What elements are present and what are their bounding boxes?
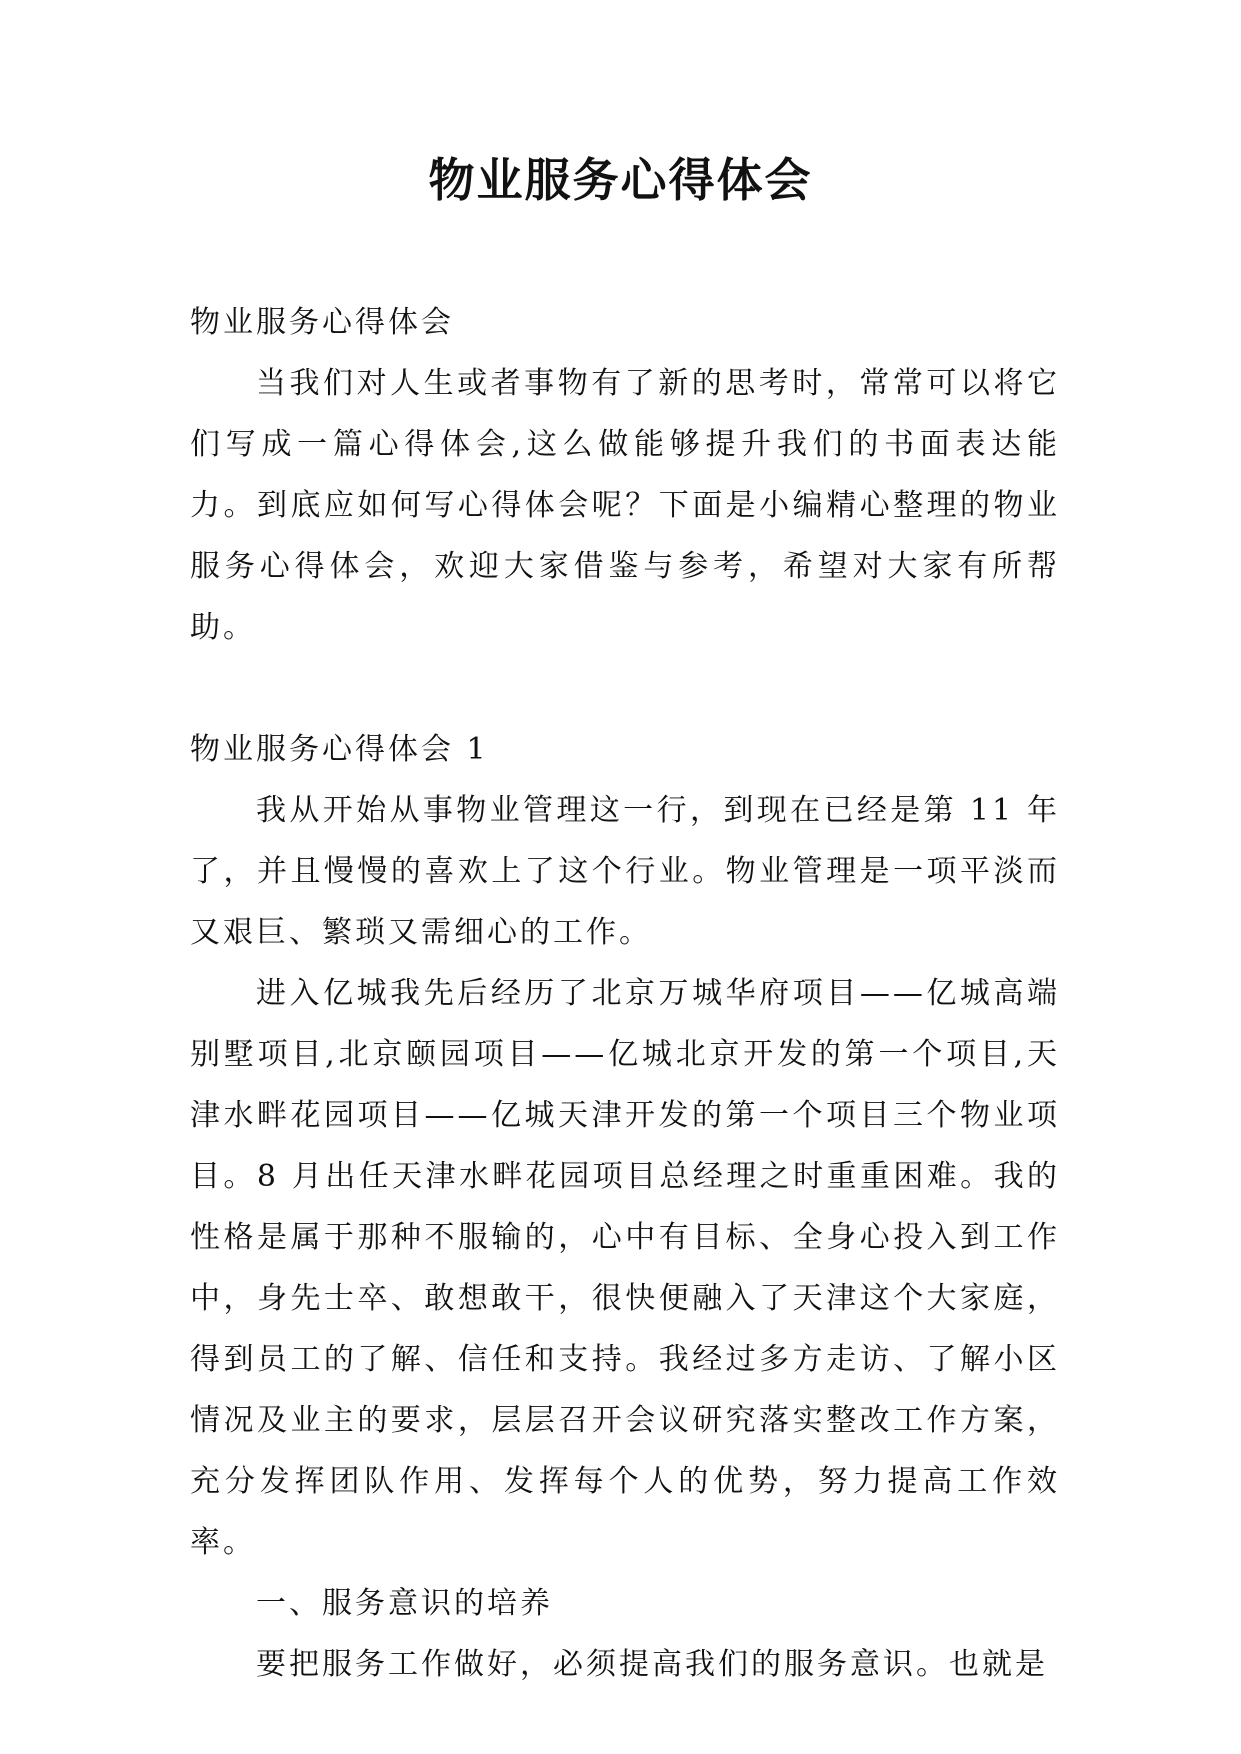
subsection-heading: 一、服务意识的培养 (256, 1586, 553, 1621)
intro-paragraph: 当我们对人生或者事物有了新的思考时，常常可以将它们写成一篇心得体会,这么做能够提升我们的书面表达能力。到底应如何写心得体会呢？下面是小编精心整理的物业服务心得体会，欢迎大家借鉴与参考，希望对大家有所帮助。 (190, 366, 1060, 645)
section1-paragraph-3: 要把服务工作做好，必须提高我们的服务意识。也就是 (256, 1647, 1048, 1682)
section1-paragraph-2: 进入亿城我先后经历了北京万城华府项目——亿城高端别墅项目,北京颐园项目——亿城北京开发的第一个项目,天津水畔花园项目——亿城天津开发的第一个项目三个物业项目。8 月出任天津水畔花园项目总经理之时重重困难。我的性格是属于那种不服输的，心中有目标、全身心投入到工作中，身先士卒、敢想敢干，很快便融入了天津这个大家庭，得到员工的了解、信任和支持。我经过多方走访、了解小区情况及业主的要求，层层召开会议研究落实整改工作方案，充分发挥团队作用、发挥每个人的优势，努力提高工作效率。 (190, 976, 1060, 1560)
section1-heading: 物业服务心得体会 1 (190, 732, 489, 767)
section-spacer (190, 658, 1060, 719)
document-title: 物业服务心得体会 (428, 153, 813, 207)
intro-heading: 物业服务心得体会 (190, 305, 454, 340)
document-body (190, 292, 1060, 1695)
section1-paragraph-1: 我从开始从事物业管理这一行，到现在已经是第 11 年了，并且慢慢的喜欢上了这个行业。物业管理是一项平淡而又艰巨、繁琐又需细心的工作。 (190, 793, 1060, 950)
